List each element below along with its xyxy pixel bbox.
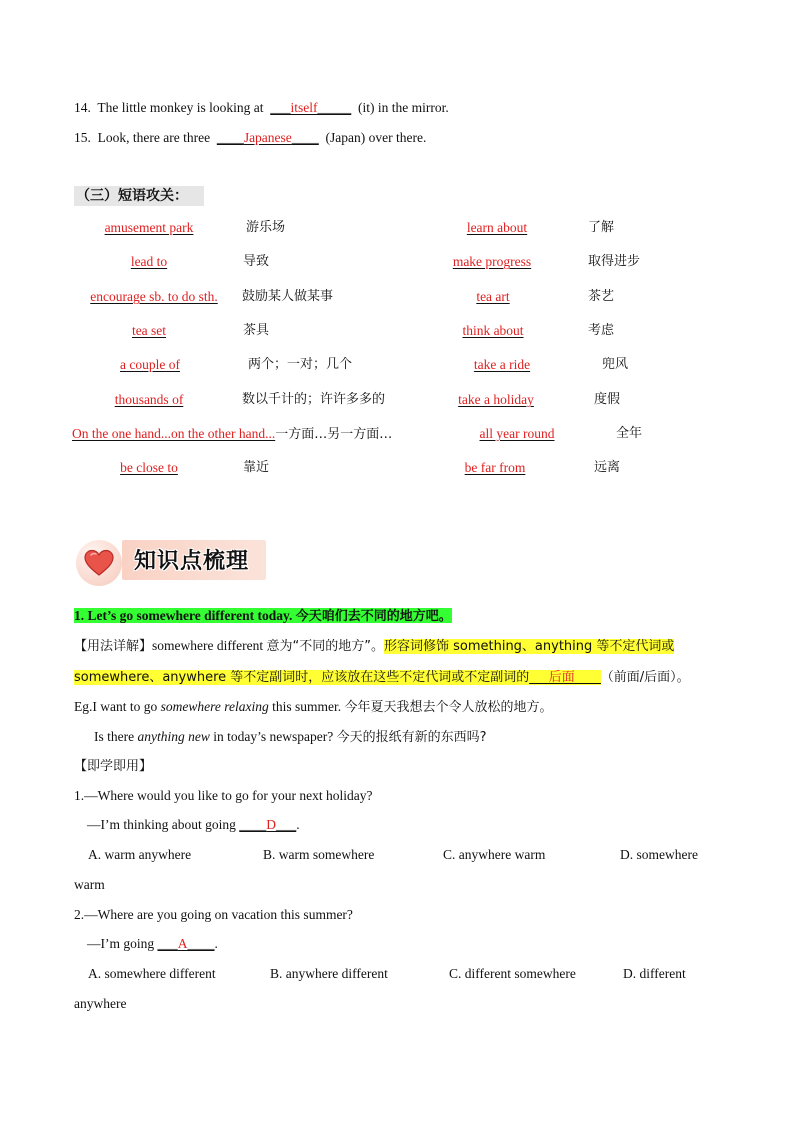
q2-option-c: C. different somewhere bbox=[449, 966, 576, 981]
phrase-item: make progress bbox=[452, 254, 532, 269]
phrase-item: a couple of bbox=[120, 357, 180, 372]
heart-badge bbox=[76, 540, 122, 586]
phrase-meaning: 全年 bbox=[616, 426, 643, 441]
phrase-meaning: 导致 bbox=[243, 254, 270, 269]
answer-q2: A bbox=[177, 936, 188, 951]
phrase-meaning: 兜风 bbox=[602, 357, 629, 372]
q1-option-c: C. anywhere warm bbox=[443, 847, 546, 862]
phrase-item: be far from bbox=[464, 460, 526, 475]
phrase-item: On the one hand...on the other hand...一方面…另一方面… bbox=[72, 426, 393, 442]
phrase-meaning: 两个；一对；几个 bbox=[248, 357, 353, 372]
phrase-meaning: 远离 bbox=[594, 460, 621, 475]
phrase-meaning: 取得进步 bbox=[588, 254, 641, 269]
answer-usage: 后面 bbox=[548, 670, 575, 685]
q1-option-a: A. warm anywhere bbox=[88, 847, 192, 862]
q1-option-d-wrap: warm bbox=[74, 877, 105, 892]
section-title: （三）短语攻关： bbox=[74, 186, 204, 206]
example-2: Is there anything new in today’s newspaper? 今天的报纸有新的东西吗? bbox=[94, 729, 487, 745]
question-2: 2.—Where are you going on vacation this summer? bbox=[74, 907, 353, 922]
phrase-item: lead to bbox=[130, 254, 168, 269]
question-2-answer: —I’m going ___A____. bbox=[87, 936, 218, 951]
q2-option-d: D. different bbox=[623, 966, 686, 981]
usage-line-1: 【用法详解】somewhere different 意为“不同的地方”。形容词修饰 something、anything 等不定代词或 bbox=[74, 638, 675, 654]
knowledge-banner bbox=[76, 536, 272, 588]
q1-option-d: D. somewhere bbox=[620, 847, 698, 862]
phrase-meaning: 茶具 bbox=[243, 323, 270, 338]
q2-option-b: B. anywhere different bbox=[270, 966, 388, 981]
phrase-item: think about bbox=[462, 323, 524, 338]
answer-q1: D bbox=[266, 817, 276, 832]
phrase-item: take a holiday bbox=[458, 392, 534, 407]
usage-line-2: somewhere、anywhere 等不定副词时，应该放在这些不定代词或不定副词的___后面____（前面/后面）。 bbox=[74, 670, 690, 685]
phrase-item: encourage sb. to do sth. bbox=[90, 289, 218, 304]
example-1: Eg.I want to go somewhere relaxing this summer. 今年夏天我想去个令人放松的地方。 bbox=[74, 699, 553, 715]
phrase-item: tea art bbox=[476, 289, 510, 304]
heart-icon bbox=[84, 549, 114, 577]
phrase-item: all year round bbox=[479, 426, 555, 441]
phrase-meaning: 考虑 bbox=[588, 323, 615, 338]
phrase-meaning: 靠近 bbox=[243, 460, 270, 475]
phrase-item: thousands of bbox=[114, 392, 184, 407]
exercise-14: 14. The little monkey is looking at ___itself_____ (it) in the mirror. bbox=[74, 100, 449, 115]
phrase-item: tea set bbox=[131, 323, 167, 338]
phrase-item: take a ride bbox=[473, 357, 531, 372]
q1-option-b: B. warm somewhere bbox=[263, 847, 375, 862]
phrase-meaning: 游乐场 bbox=[246, 220, 286, 235]
practice-label: 【即学即用】 bbox=[74, 759, 153, 774]
phrase-meaning: 茶艺 bbox=[588, 289, 615, 304]
phrase-item: amusement park bbox=[104, 220, 194, 235]
question-1-answer: —I’m thinking about going ____D___. bbox=[87, 817, 300, 832]
answer-15: Japanese bbox=[243, 130, 292, 145]
answer-14: itself bbox=[290, 100, 318, 115]
phrase-meaning: 度假 bbox=[594, 392, 621, 407]
phrase-item: learn about bbox=[466, 220, 528, 235]
q2-option-a: A. somewhere different bbox=[88, 966, 216, 981]
banner-title: 知识点梳理 bbox=[134, 549, 250, 574]
phrase-meaning: 鼓励某人做某事 bbox=[242, 289, 334, 304]
point-title: 1. Let’s go somewhere different today. 今天咱们去不同的地方吧。 bbox=[74, 608, 452, 624]
phrase-item: be close to bbox=[120, 460, 178, 475]
exercise-15: 15. Look, there are three ____Japanese____ (Japan) over there. bbox=[74, 130, 427, 145]
question-1: 1.—Where would you like to go for your next holiday? bbox=[74, 788, 373, 803]
phrase-meaning: 数以千计的；许许多多的 bbox=[242, 392, 386, 407]
q2-option-d-wrap: anywhere bbox=[74, 996, 127, 1011]
phrase-meaning: 了解 bbox=[588, 220, 615, 235]
